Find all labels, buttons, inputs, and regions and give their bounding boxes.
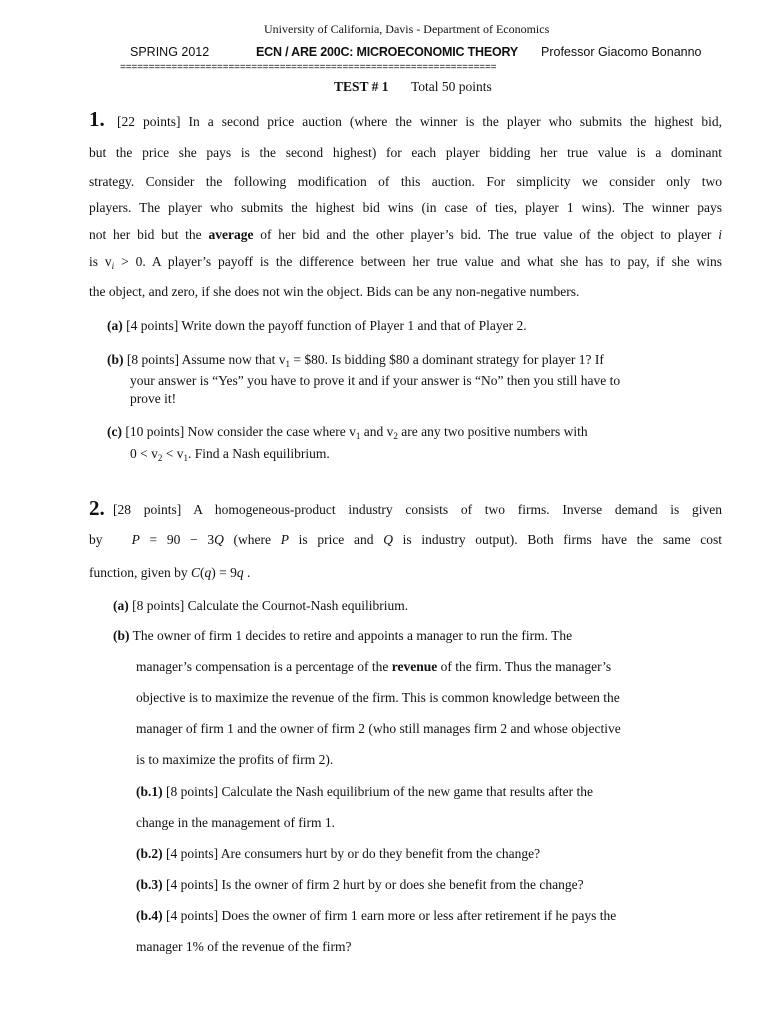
q2-part-b-line-3: objective is to maximize the revenue of the firm. This is common knowledge between the [136, 690, 620, 705]
q2-part-b-line-4: manager of firm 1 and the owner of firm 2 (who still manages firm 2 and whose objective [136, 721, 621, 736]
term-label: SPRING 2012 [130, 45, 210, 59]
q2-part-b1-line-1: (b.1) [8 points] Calculate the Nash equilibrium of the new game that results after the [136, 784, 593, 799]
q2-part-a: (a) [8 points] Calculate the Cournot-Nash equilibrium. [113, 598, 409, 613]
question-2-number: 2. [89, 496, 105, 520]
q1-line-3: strategy. Consider the following modification of this auction. For simplicity we consider only two [89, 174, 722, 189]
q1-part-b-line-3: prove it! [130, 391, 177, 406]
q1-line-2: but the price she pays is the second highest) for each player bidding her true value is a dominant [89, 145, 722, 160]
q2-line-2: by P = 90 − 3Q (where P is price and Q is industry output). Both firms have the same cost [89, 532, 722, 547]
q1-part-b-line-2: your answer is “Yes” you have to prove it and if your answer is “No” then you still have to [130, 373, 621, 388]
question-1-number: 1. [89, 107, 105, 131]
q1-line-4: players. The player who submits the highest bid wins (in case of ties, player 1 wins). The winner pays [89, 200, 722, 215]
q2-part-b1-line-2: change in the management of firm 1. [136, 815, 336, 830]
test-total: Total 50 points [411, 79, 492, 94]
q2-part-b-line-1: (b) The owner of firm 1 decides to retire and appoints a manager to run the firm. The [113, 628, 573, 643]
q2-line-3: function, given by C(q) = 9q . [89, 565, 251, 580]
professor-name: Professor Giacomo Bonanno [541, 45, 702, 59]
test-title: TEST # 1 [334, 79, 389, 94]
q2-part-b3: (b.3) [4 points] Is the owner of firm 2 hurt by or does she benefit from the change? [136, 877, 584, 892]
q2-part-b4-line-2: manager 1% of the revenue of the firm? [136, 939, 352, 954]
q2-line-1: [28 points] A homogeneous-product industry consists of two firms. Inverse demand is given [113, 502, 722, 517]
q1-part-a: (a) [4 points] Write down the payoff function of Player 1 and that of Player 2. [107, 318, 527, 333]
q1-part-c-line-1: (c) [10 points] Now consider the case where $v_1$ and $v_2$ are any two positive numbers with [107, 424, 588, 441]
q1-line-6: is $v_i > 0$. A player’s payoff is the difference between her true value and what she has to pay, if she wins [89, 254, 722, 271]
university-header: University of California, Davis - Department of Economics [264, 22, 550, 36]
q2-part-b-line-5: is to maximize the profits of firm 2). [136, 752, 334, 767]
course-title: ECN / ARE 200C: MICROECONOMIC THEORY [256, 45, 519, 59]
q1-line-7: the object, and zero, if she does not win the object. Bids can be any non-negative numbers. [89, 284, 580, 299]
q1-line-1: [22 points] In a second price auction (where the winner is the player who submits the highest bid, [117, 114, 722, 129]
q2-part-b-line-2: manager’s compensation is a percentage of the revenue of the firm. Thus the manager’s [136, 659, 612, 674]
q1-line-5: not her bid but the average of her bid and the other player’s bid. The true value of the object to player i [89, 227, 722, 242]
q1-part-c-line-2: $0 < v_2 < v_1$. Find a Nash equilibrium. [130, 446, 330, 463]
q2-part-b2: (b.2) [4 points] Are consumers hurt by or do they benefit from the change? [136, 846, 541, 861]
q1-part-b-line-1: (b) [8 points] Assume now that $v_1$ = $80. Is bidding $80 a dominant strategy for player 1? If [107, 352, 604, 369]
q2-part-b4-line-1: (b.4) [4 points] Does the owner of firm 1 earn more or less after retirement if he pays the [136, 908, 617, 923]
header-divider: ================================================================== [120, 63, 497, 74]
